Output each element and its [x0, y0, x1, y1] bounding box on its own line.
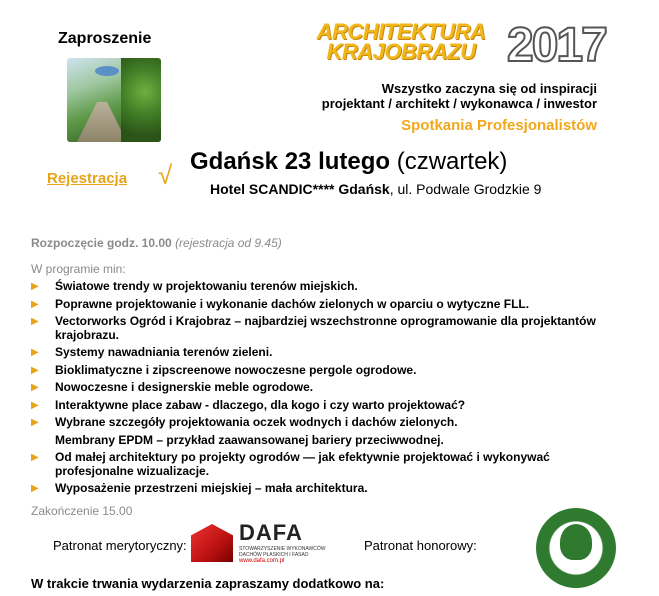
program-intro: W programie min: [31, 262, 126, 276]
program-item-text: Interaktywne place zabaw - dlaczego, dla kogo i czy warto projektować? [55, 397, 466, 412]
honorary-patron-label: Patronat honorowy: [364, 538, 477, 553]
start-label: Rozpoczęcie godz. 10.00 [31, 236, 172, 250]
event-city-date [190, 148, 507, 176]
invitation-label: Zaproszenie [58, 30, 152, 47]
photo-path [77, 102, 127, 142]
start-time [31, 236, 282, 250]
program-item [31, 451, 631, 478]
program-item-text: Wybrane szczegóły projektowania oczek wodnych i dachów zielonych. [55, 415, 458, 429]
program-item-text: Od małej architektury po projekty ogrodów — jak efektywnie projektować i wykonywać profesjonalne wizualizacje. [55, 450, 550, 478]
hotel-address: , ul. Podwale Grodzkie 9 [389, 181, 542, 197]
bullet-arrow-icon: ▶ [31, 316, 39, 327]
program-item-text: Membrany EPDM – przykład zaawansowanej bariery przeciwwodnej. [55, 432, 444, 447]
bullet-arrow-icon: ▶ [31, 417, 39, 428]
event-logo-line1: ARCHITEKTURA [316, 19, 486, 44]
start-note: (rejestracja od 9.45) [175, 236, 282, 250]
footer-note: W trakcie trwania wydarzenia zapraszamy dodatkowo na: [31, 576, 385, 591]
tagline-line1: Wszystko zaczyna się od inspiracji [381, 81, 597, 96]
program-item-text: Bioklimatyczne i zipscreenowe nowoczesne pergole ogrodowe. [55, 362, 417, 377]
substantive-patron-label: Patronat merytoryczny: [53, 538, 187, 553]
dafa-cube-icon [191, 524, 233, 562]
program-item [31, 482, 631, 496]
venue [210, 181, 541, 197]
program-item [31, 346, 631, 360]
weekday: (czwartek) [396, 148, 508, 175]
bullet-arrow-icon: ▶ [31, 483, 39, 494]
tree-icon [560, 524, 592, 560]
program-item-text: Poprawne projektowanie i wykonanie dachów zielonych w oparciu o wytyczne FLL. [55, 296, 530, 311]
event-year: 2017 [507, 19, 606, 72]
program-item [31, 381, 631, 395]
bullet-arrow-icon: ▶ [31, 347, 39, 358]
series-title: Spotkania Profesjonalistów [401, 117, 597, 134]
event-logo-line2: KRAJOBRAZU [326, 39, 476, 64]
program-item [31, 298, 631, 312]
program-item-text: Systemy nawadniania terenów zieleni. [55, 345, 273, 359]
photo-foliage [121, 58, 161, 142]
program-item [31, 280, 631, 294]
osto-label: OSTO [566, 566, 586, 573]
program-item-text: Vectorworks Ogród i Krajobraz – najbardziej wszechstronne oprogramowanie dla projektantów krajobrazu. [55, 314, 596, 342]
event-logo [303, 19, 499, 64]
city-date: Gdańsk 23 lutego [190, 148, 391, 175]
bullet-arrow-icon: ▶ [31, 364, 39, 376]
program-item-text: Światowe trendy w projektowaniu terenów miejskich. [55, 279, 358, 293]
photo-sky [95, 66, 119, 76]
program-item [31, 364, 631, 378]
dafa-logo [191, 516, 341, 566]
program-list [31, 280, 631, 500]
program-item-text: Wyposażenie przestrzeni miejskiej – mała architektura. [55, 481, 368, 495]
bullet-arrow-icon: ▶ [31, 399, 39, 411]
program-item [31, 416, 631, 430]
dafa-subtitle: STOWARZYSZENIE WYKONAWCÓW DACHÓW PŁASKICH I FASAD [239, 546, 326, 558]
program-item [31, 399, 631, 413]
program-item-text: Nowoczesne i designerskie meble ogrodowe. [55, 380, 314, 394]
bullet-arrow-icon: ▶ [31, 298, 39, 310]
end-time: Zakończenie 15.00 [31, 504, 133, 518]
garden-photo [67, 58, 161, 142]
program-item [31, 434, 631, 448]
check-icon: √ [158, 160, 173, 190]
tagline [322, 81, 597, 111]
bullet-arrow-icon: ▶ [31, 281, 39, 292]
tagline-line2: projektant / architekt / wykonawca / inwestor [321, 96, 597, 111]
hotel-name: Hotel SCANDIC**** Gdańsk [210, 181, 390, 197]
bullet-arrow-icon: ▶ [31, 452, 39, 463]
registration-link[interactable]: Rejestracja [47, 170, 128, 187]
dafa-website: www.dafa.com.pl [239, 558, 285, 564]
dafa-name: DAFA [239, 520, 303, 545]
bullet-arrow-icon: ▶ [31, 382, 39, 393]
osto-logo [536, 508, 616, 588]
program-item [31, 315, 631, 342]
